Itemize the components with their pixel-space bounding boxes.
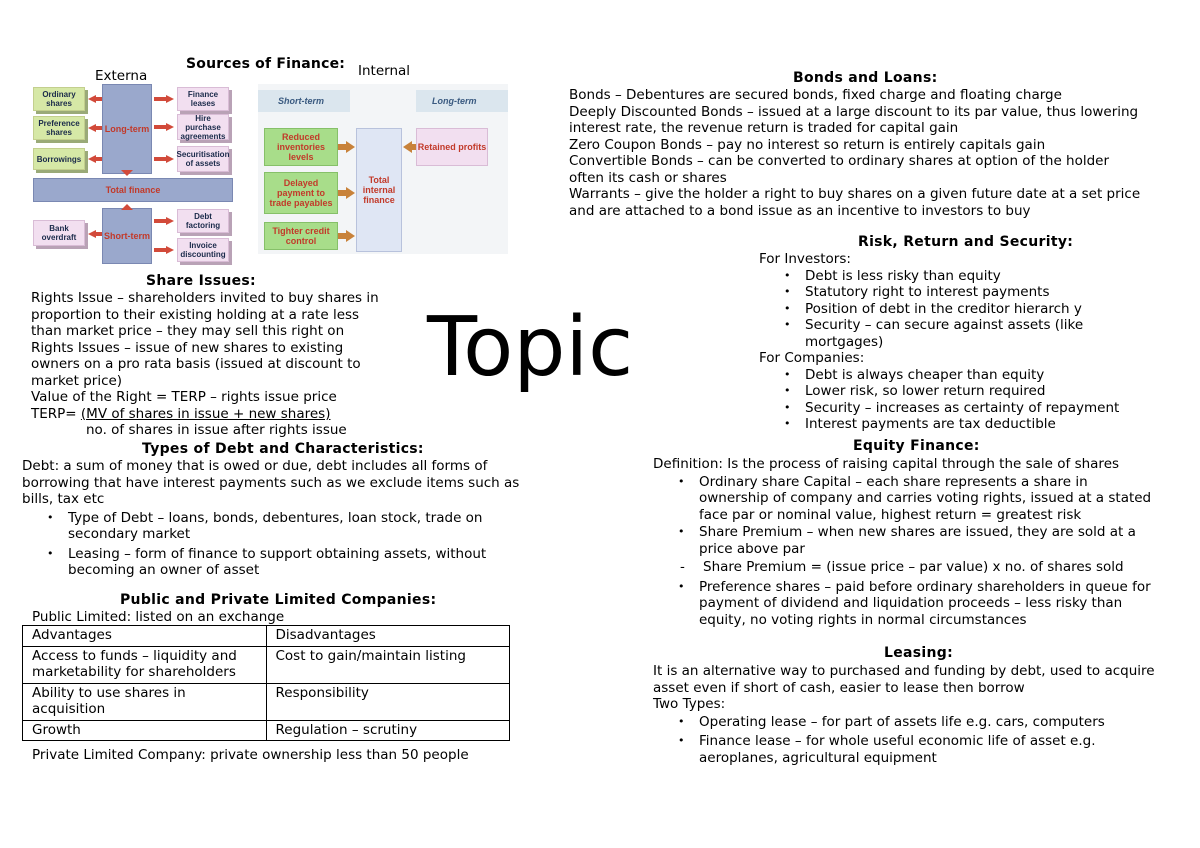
bullet-line: • Statutory right to interest payments [805, 284, 1050, 300]
debt-factoring-box: Debt factoring [177, 209, 229, 233]
bonds-body [569, 87, 1140, 219]
for-companies-label: For Companies: [759, 350, 865, 366]
terp-formula [31, 406, 379, 423]
bullet-line: • Operating lease – for part of assets life e.g. cars, computers [699, 713, 1105, 730]
investors-bullets [759, 268, 1159, 351]
short-term-bar: Short-term [102, 208, 152, 264]
table-row [23, 626, 510, 647]
share-issues-line: than market price – they may sell this right on [31, 323, 345, 339]
list-item [759, 383, 1159, 400]
bullet-line: • Finance lease – for whole useful economic life of asset e.g. [699, 733, 1096, 749]
bank-overdraft-box: Bank overdraft [33, 220, 85, 246]
bullet-line: • Share Premium – when new shares are issued, they are sold at a [699, 524, 1136, 540]
debt-line: borrowing that have interest payments such as we exclude items such as [22, 474, 520, 491]
leasing-body [653, 663, 1155, 766]
bonds-line: Deeply Discounted Bonds – issued at a large discount to its par value, thus lowering [569, 103, 1139, 120]
leasing-line: It is an alternative way to purchased and funding by debt, used to acquire [653, 663, 1155, 679]
list-item [759, 268, 1159, 285]
bullet-line: price above par [699, 540, 805, 557]
finance-leases-box: Finance leases [177, 87, 229, 111]
public-limited-line: Public Limited: listed on an exchange [32, 609, 285, 625]
table-cell: Regulation – scrutiny [266, 720, 510, 741]
tighter-credit-box: Tighter credit control [264, 222, 338, 250]
bonds-line: often its cash or shares [569, 169, 727, 186]
debt-bullets [22, 510, 519, 579]
table-cell: Cost to gain/maintain listing [266, 646, 510, 683]
leasing-bullets [653, 714, 1155, 767]
hire-purchase-box: Hire purchase agreements [177, 114, 229, 140]
share-issues-line: Value of the Right = TERP – rights issue price [31, 389, 337, 405]
share-issues-line: proportion to their existing holding at a rate less [31, 306, 360, 323]
list-item [22, 510, 519, 543]
list-item [653, 733, 1155, 766]
list-item [759, 317, 1159, 350]
borrowings-box: Borrowings [33, 148, 85, 170]
table-cell: Advantages [23, 626, 267, 647]
table-row [23, 646, 510, 683]
invoice-discounting-box: Invoice discounting [177, 238, 229, 262]
bullet-line: • Type of Debt – loans, bonds, debentures, loan stock, trade on [68, 509, 483, 526]
bullet-line: • Ordinary share Capital – each share represents a share in [699, 473, 1088, 490]
share-premium-formula: - Share Premium = (issue price – par value) x no. of shares sold [653, 559, 1151, 576]
table-cell: Growth [23, 720, 267, 741]
internal-arrows [258, 84, 508, 254]
bonds-line: Zero Coupon Bonds – pay no interest so return is entirely capitals gain [569, 136, 1046, 153]
bullet-line: secondary market [68, 526, 191, 542]
bullet-line: • Preference shares – paid before ordinary shareholders in queue for [699, 578, 1151, 595]
list-item [759, 301, 1159, 318]
table-cell: Access to funds – liquidity and marketability for shareholders [23, 646, 267, 683]
bullet-line: • Security – increases as certainty of repayment [805, 399, 1120, 416]
bullet-line: face par or nominal value, highest return = greatest risk [699, 506, 1082, 523]
terp-label: TERP= [31, 405, 77, 422]
internal-short-term-header: Short-term [258, 90, 350, 112]
bullet-line: • Position of debt in the creditor hierarch y [805, 300, 1082, 317]
list-item [653, 714, 1155, 731]
leasing-heading: Leasing: [884, 645, 953, 661]
terp-numerator: (MV of shares in issue + new shares) [80, 405, 331, 422]
bullet-line: • Interest payments are tax deductible [805, 416, 1056, 431]
list-item [759, 400, 1159, 417]
list-item [22, 546, 519, 579]
bullet-line: • Security – can secure against assets (like [805, 317, 1084, 333]
bullet-line: payment of dividend and liquidation proceeds – less risky than [699, 595, 1123, 611]
bullet-line: mortgages) [805, 333, 884, 350]
risk-body [759, 251, 1159, 431]
long-term-bar: Long-term [102, 84, 152, 174]
external-finance-diagram [30, 84, 240, 266]
list-item [759, 416, 1159, 431]
list-item [759, 367, 1159, 384]
bonds-line: Bonds – Debentures are secured bonds, fixed charge and floating charge [569, 87, 1062, 103]
topic-watermark: Topic [427, 300, 634, 395]
internal-finance-diagram [258, 84, 508, 254]
bullet-line: equity, no voting rights in normal circumstances [699, 611, 1027, 628]
share-issues-line: Rights Issues – issue of new shares to existing [31, 339, 344, 356]
delayed-payment-box: Delayed payment to trade payables [264, 172, 338, 214]
bullet-line: • Debt is less risky than equity [805, 267, 1001, 284]
advantages-table [22, 625, 510, 741]
bonds-line: Warrants – give the holder a right to buy shares on a given future date at a set price [569, 186, 1141, 202]
list-item [653, 474, 1151, 524]
bonds-line: Convertible Bonds – can be converted to ordinary shares at option of the holder [569, 153, 1110, 169]
total-internal-finance-box: Total internal finance [356, 128, 402, 252]
list-item [653, 579, 1151, 629]
share-issues-line: market price) [31, 372, 123, 389]
preference-shares-box: Preference shares [33, 116, 85, 140]
table-cell: Ability to use shares in acquisition [23, 683, 267, 720]
external-label: Externa [95, 68, 148, 84]
equity-bullets-b [653, 579, 1151, 629]
bullet-line: • Lower risk, so lower return required [805, 383, 1046, 399]
table-cell: Disadvantages [266, 626, 510, 647]
bullet-line: ownership of company and carries voting rights, issued at a stated [699, 490, 1152, 506]
equity-heading: Equity Finance: [853, 438, 980, 454]
equity-body [653, 456, 1151, 628]
companies-bullets [759, 367, 1159, 432]
bonds-heading: Bonds and Loans: [793, 70, 938, 86]
total-finance-bar: Total finance [33, 178, 233, 202]
share-issues-heading: Share Issues: [146, 273, 256, 289]
list-item [759, 284, 1159, 301]
share-issues-body [31, 290, 379, 439]
diagram-title: Sources of Finance: [186, 56, 346, 72]
ordinary-shares-box: Ordinary shares [33, 87, 85, 111]
equity-bullets [653, 474, 1151, 558]
debt-heading: Types of Debt and Characteristics: [142, 441, 424, 457]
share-issues-line: Rights Issue – shareholders invited to buy shares in [31, 290, 379, 306]
leasing-line: Two Types: [653, 696, 726, 712]
retained-profits-box: Retained profits [416, 128, 488, 166]
table-cell: Responsibility [266, 683, 510, 720]
securitisation-box: Securitisation of assets [177, 146, 229, 172]
private-limited-line: Private Limited Company: private ownership less than 50 people [32, 747, 469, 763]
list-item [653, 524, 1151, 557]
bullet-line: aeroplanes, agricultural equipment [699, 749, 937, 766]
companies-heading: Public and Private Limited Companies: [120, 592, 437, 608]
leasing-line: asset even if short of cash, easier to lease then borrow [653, 679, 1025, 696]
debt-line: bills, tax etc [22, 491, 105, 507]
for-investors-label: For Investors: [759, 251, 851, 267]
debt-line: Debt: a sum of money that is owed or due, debt includes all forms of [22, 458, 488, 474]
risk-heading: Risk, Return and Security: [858, 234, 1074, 250]
reduced-inventories-box: Reduced inventories levels [264, 128, 338, 166]
table-row [23, 683, 510, 720]
internal-long-term-header: Long-term [416, 90, 508, 112]
internal-label: Internal [358, 63, 411, 79]
bonds-line: and are attached to a bond issue as an incentive to investors to buy [569, 202, 1031, 219]
terp-denominator: no. of shares in issue after rights issue [86, 422, 347, 438]
equity-definition: Definition: Is the process of raising capital through the sale of shares [653, 456, 1120, 472]
bullet-line: • Leasing – form of finance to support obtaining assets, without [68, 545, 487, 562]
bullet-line: becoming an owner of asset [68, 562, 260, 578]
share-issues-line: owners on a pro rata basis (issued at discount to [31, 356, 361, 372]
bonds-line: interest rate, the revenue return is traded for capital gain [569, 120, 959, 136]
diagram-arrows [30, 84, 240, 266]
table-row [23, 720, 510, 741]
debt-body [22, 458, 519, 579]
bullet-line: • Debt is always cheaper than equity [805, 366, 1045, 383]
